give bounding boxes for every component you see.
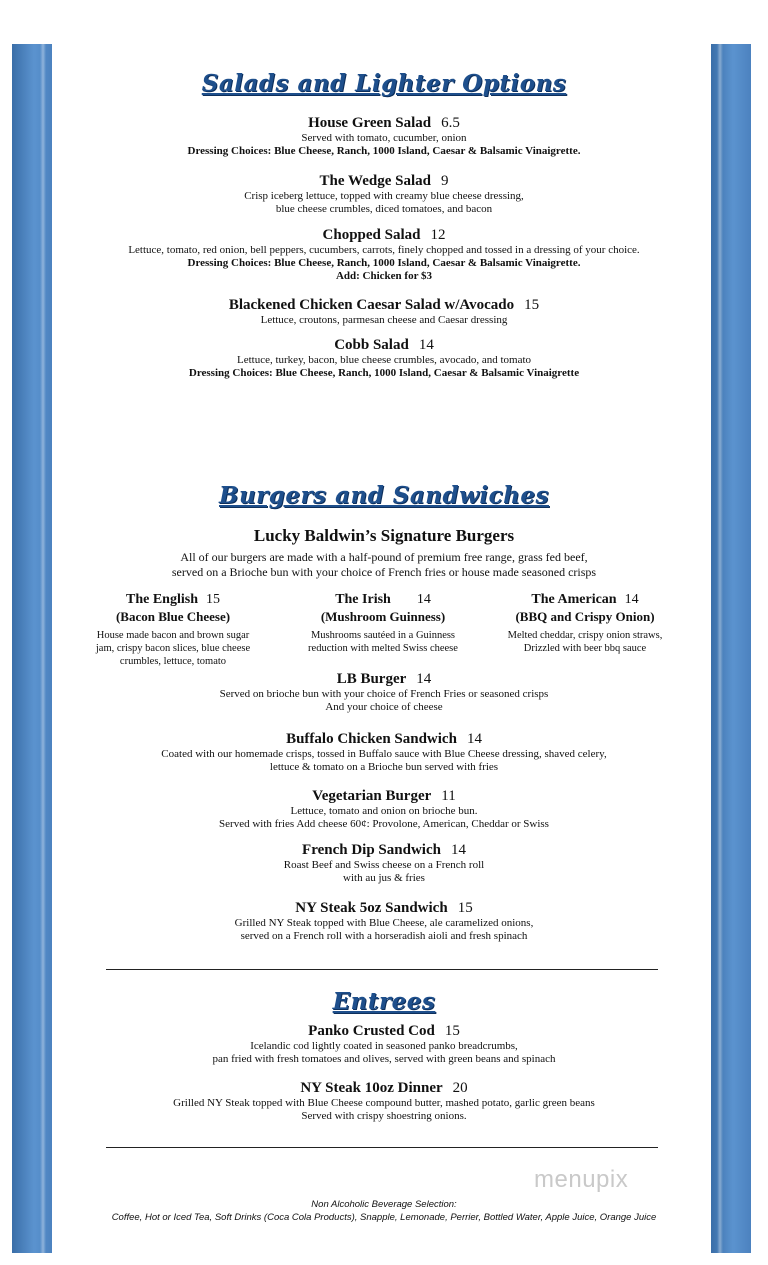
item-subtitle: (Bacon Blue Cheese)	[115, 609, 231, 624]
menu-item-house-green-salad	[60, 114, 708, 158]
item-desc: Lettuce, tomato, red onion, bell peppers, cucumbers, carrots, finely chopped and tossed in a dressing of your choice.	[128, 244, 640, 256]
item-name: The English	[126, 592, 198, 607]
item-price: 15	[205, 592, 220, 607]
item-desc: Served on brioche bun with your choice of French Fries or seasoned crisps	[219, 688, 549, 700]
item-name: Vegetarian Burger	[312, 788, 432, 804]
item-name: Blackened Chicken Caesar Salad w/Avocado	[228, 297, 515, 313]
item-price: 15	[457, 900, 473, 916]
item-desc: Grilled NY Steak topped with Blue Cheese, ale caramelized onions,	[234, 917, 534, 929]
beverage-list: Coffee, Hot or Iced Tea, Soft Drinks (Coca Cola Products), Snapple, Lemonade, Perrier, Bottled Water, Apple Juice, Orange Juice	[111, 1212, 657, 1223]
item-name: The Irish	[335, 592, 391, 607]
item-name: Buffalo Chicken Sandwich	[286, 731, 457, 747]
item-subtitle: (BBQ and Crispy Onion)	[515, 609, 655, 624]
item-desc: Crisp iceberg lettuce, topped with creamy blue cheese dressing,	[244, 190, 524, 202]
section-divider	[106, 969, 658, 970]
item-desc: Icelandic cod lightly coated in seasoned panko breadcrumbs,	[250, 1040, 518, 1052]
menu-item-vegetarian-burger	[60, 787, 708, 831]
menupix-watermark: menupix	[534, 1166, 629, 1193]
menu-item-panko-crusted-cod	[60, 1022, 708, 1066]
item-price: 14	[416, 671, 432, 687]
menu-item-lb-burger	[60, 670, 708, 714]
item-desc: Coated with our homemade crisps, tossed in Buffalo sauce with Blue Cheese dressing, shaved celery,	[161, 748, 607, 760]
signature-title: Lucky Baldwin’s Signature Burgers	[253, 526, 515, 545]
item-desc: Mushrooms sautéed in a Guinness	[310, 630, 456, 641]
item-name: NY Steak 10oz Dinner	[300, 1080, 443, 1096]
item-desc: blue cheese crumbles, diced tomatoes, and bacon	[275, 203, 493, 215]
item-price: 14	[450, 842, 466, 858]
item-desc: Served with fries Add cheese 60¢: Provolone, American, Cheddar or Swiss	[219, 818, 549, 830]
burger-the-irish	[288, 591, 478, 655]
item-desc: Grilled NY Steak topped with Blue Cheese compound butter, mashed potato, garlic green beans	[173, 1097, 595, 1109]
item-name: The Wedge Salad	[319, 173, 431, 189]
right-blue-border	[711, 44, 751, 1253]
item-addon: Add: Chicken for $3	[335, 270, 433, 282]
item-desc: Served with tomato, cucumber, onion	[301, 132, 467, 144]
item-desc: Lettuce, turkey, bacon, blue cheese crumbles, avocado, and tomato	[236, 354, 532, 366]
menu-item-ny-steak-sandwich	[60, 899, 708, 943]
salads-section-title: Salads and Lighter Options	[201, 70, 567, 97]
item-dressing: Dressing Choices: Blue Cheese, Ranch, 1000 Island, Caesar & Balsamic Vinaigrette	[188, 367, 580, 379]
item-desc: Lettuce, tomato and onion on brioche bun.	[290, 805, 478, 817]
menu-item-wedge-salad	[60, 172, 708, 216]
menu-item-ny-steak-dinner	[60, 1079, 708, 1123]
menu-item-blackened-chicken-caesar	[60, 296, 708, 327]
signature-desc: All of our burgers are made with a half-pound of premium free range, grass fed beef,	[180, 550, 588, 564]
burger-the-american	[490, 591, 680, 655]
item-desc: Roast Beef and Swiss cheese on a French roll	[283, 859, 485, 871]
item-desc: Lettuce, croutons, parmesan cheese and Caesar dressing	[260, 314, 508, 326]
item-desc: jam, crispy bacon slices, blue cheese	[95, 643, 251, 654]
item-name: LB Burger	[336, 671, 407, 687]
entrees-section-title: Entrees	[332, 988, 436, 1015]
item-price: 20	[452, 1080, 468, 1096]
item-dressing: Dressing Choices: Blue Cheese, Ranch, 1000 Island, Caesar & Balsamic Vinaigrette.	[187, 257, 581, 269]
item-name: House Green Salad	[308, 115, 432, 131]
item-name: French Dip Sandwich	[302, 842, 441, 858]
item-desc: pan fried with fresh tomatoes and olives, served with green beans and spinach	[212, 1053, 556, 1065]
item-desc: Served with crispy shoestring onions.	[301, 1110, 467, 1122]
item-name: Cobb Salad	[334, 337, 409, 353]
beverage-title: Non Alcoholic Beverage Selection:	[311, 1199, 457, 1210]
menu-item-chopped-salad	[60, 226, 708, 283]
item-desc: Drizzled with beer bbq sauce	[523, 643, 647, 654]
item-price: 6.5	[441, 115, 460, 131]
menu-item-french-dip-sandwich	[60, 841, 708, 885]
menu-item-cobb-salad	[60, 336, 708, 380]
item-price: 14	[624, 592, 639, 607]
item-name: NY Steak 5oz Sandwich	[295, 900, 448, 916]
item-price: 15	[444, 1023, 460, 1039]
item-dressing: Dressing Choices: Blue Cheese, Ranch, 1000 Island, Caesar & Balsamic Vinaigrette.	[187, 145, 581, 157]
item-desc: House made bacon and brown sugar	[96, 630, 250, 641]
signature-burgers-block	[60, 526, 708, 580]
item-price: 15	[524, 297, 540, 313]
burgers-section-title: Burgers and Sandwiches	[219, 482, 549, 509]
item-name: The American	[531, 592, 617, 607]
item-name: Panko Crusted Cod	[308, 1023, 435, 1039]
burger-the-english	[78, 591, 268, 668]
item-name: Chopped Salad	[322, 227, 421, 243]
item-desc: with au jus & fries	[343, 872, 425, 884]
item-price: 14	[418, 337, 434, 353]
item-desc: Melted cheddar, crispy onion straws,	[507, 630, 663, 641]
item-price: 14	[466, 731, 482, 747]
item-desc: crumbles, lettuce, tomato	[119, 656, 227, 667]
item-price: 14	[416, 592, 431, 607]
item-desc: served on a French roll with a horseradish aioli and fresh spinach	[240, 930, 528, 942]
signature-desc: served on a Brioche bun with your choice of French fries or house made seasoned crisps	[171, 565, 597, 579]
left-blue-border	[12, 44, 52, 1253]
item-subtitle: (Mushroom Guinness)	[320, 609, 446, 624]
item-price: 12	[430, 227, 446, 243]
item-desc: And your choice of cheese	[325, 701, 443, 713]
item-desc: lettuce & tomato on a Brioche bun served with fries	[269, 761, 499, 773]
section-divider	[106, 1147, 658, 1148]
item-desc: reduction with melted Swiss cheese	[308, 643, 458, 654]
item-price: 9	[440, 173, 449, 189]
menu-item-buffalo-chicken-sandwich	[60, 730, 708, 774]
item-price: 11	[441, 788, 456, 804]
